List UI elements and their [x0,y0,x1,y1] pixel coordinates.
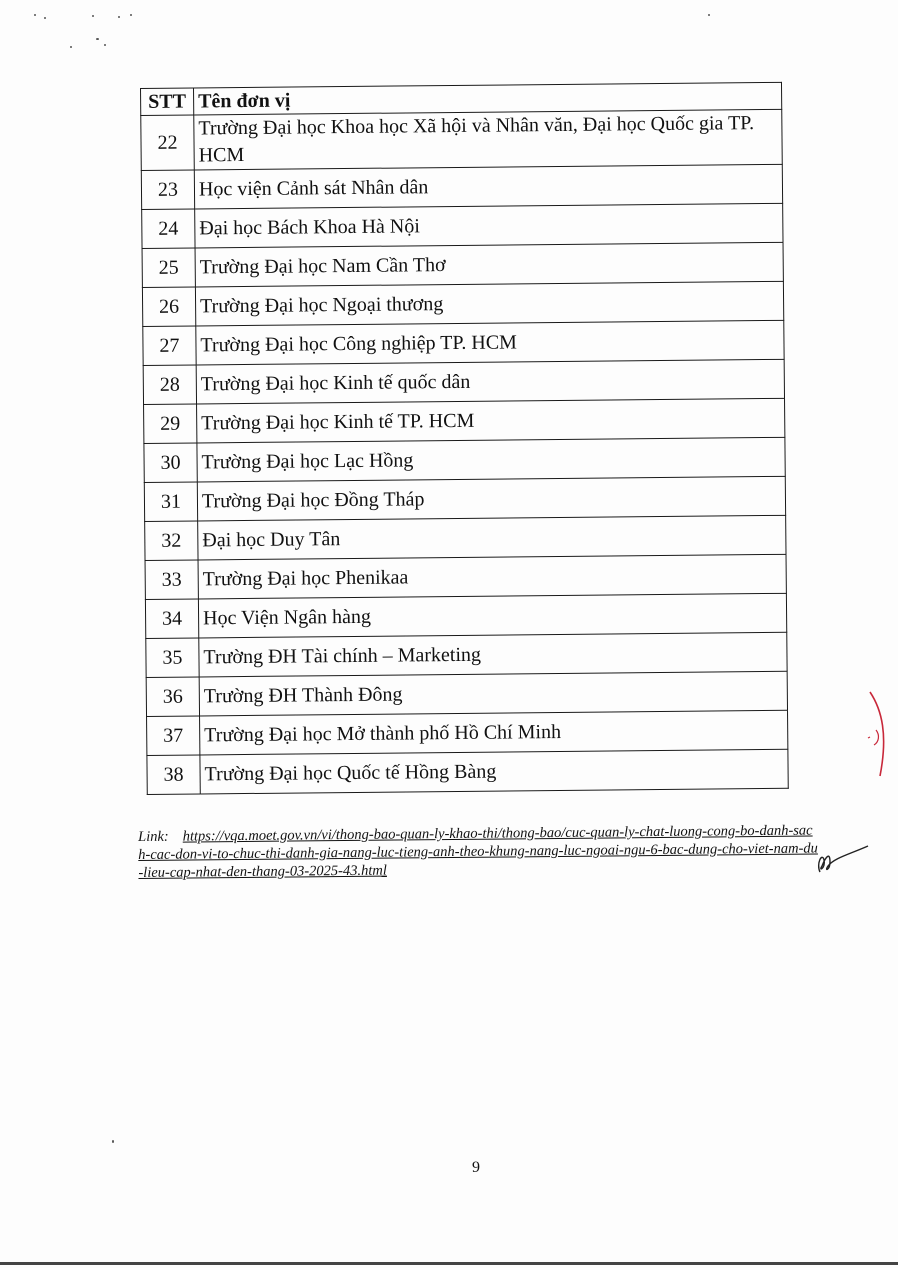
row-unit-name: Trường Đại học Lạc Hồng [197,437,785,482]
row-unit-name: Trường Đại học Mở thành phố Hồ Chí Minh [200,710,788,755]
row-stt: 26 [142,287,195,327]
row-stt: 32 [145,521,198,561]
row-unit-name: Trường Đại học Khoa học Xã hội và Nhân văn, Đại học Quốc gia TP. HCM [194,109,783,170]
row-stt: 36 [146,677,199,717]
row-stt: 35 [146,638,199,678]
row-unit-name: Trường Đại học Phenikaa [198,554,786,599]
page-number: 9 [472,1159,480,1176]
row-stt: 27 [143,326,196,366]
source-link-block [138,821,818,882]
scan-speck [112,1140,114,1143]
link-label: Link: [138,828,169,845]
table-row [144,398,785,443]
row-unit-name: Đại học Bách Khoa Hà Nội [195,203,783,248]
header-unit-name: Tên đơn vị [194,82,782,115]
table-row [142,281,783,326]
units-table [140,82,789,795]
scan-speck [70,46,72,48]
table-row [143,359,784,404]
table-row [146,671,787,716]
header-stt: STT [141,88,194,116]
scan-speck [708,14,710,16]
scan-speck [96,38,99,40]
stamp-mark [874,730,878,745]
stamp-mark [868,737,870,738]
source-link[interactable]: https://vqa.moet.gov.vn/vi/thong-bao-quan-ly-khao-thi/thong-bao/cuc-quan-ly-chat-luong-cong-bo-danh-sach-cac-don-vi-to-chuc-thi-danh-gia-nang-luc-tieng-anh-theo-khung-nang-luc-ngoai-ngu-6-bac-dung-cho-viet-nam-du-lieu-cap-nhat-den-thang-03-2025-43.html [138,822,818,881]
scan-speck [104,44,106,46]
scan-speck [44,17,46,19]
row-stt: 28 [143,365,196,405]
scan-speck [92,15,94,17]
red-stamp-edge-icon [862,690,892,780]
row-unit-name: Trường ĐH Thành Đông [199,671,787,716]
row-unit-name: Trường Đại học Kinh tế TP. HCM [197,398,785,443]
units-table-container [140,82,789,795]
row-unit-name: Trường Đại học Nam Cần Thơ [195,242,783,287]
row-unit-name: Trường Đại học Đồng Tháp [197,476,785,521]
table-row [147,749,788,794]
table-row [144,437,785,482]
row-stt: 29 [144,404,197,444]
row-stt: 37 [147,716,200,756]
row-stt: 24 [142,209,195,249]
table-row [141,109,782,170]
table-row [143,320,784,365]
scan-bottom-edge [0,1262,898,1265]
row-stt: 23 [141,170,194,210]
row-stt: 38 [147,755,200,795]
row-unit-name: Trường ĐH Tài chính – Marketing [199,632,787,677]
row-unit-name: Trường Đại học Công nghiệp TP. HCM [196,320,784,365]
stamp-arc [870,692,884,776]
handwritten-signature-icon [810,842,872,878]
table-row [146,632,787,677]
row-stt: 33 [145,560,198,600]
row-stt: 22 [141,115,195,171]
table-row [145,593,786,638]
row-unit-name: Học viện Cảnh sát Nhân dân [194,164,782,209]
table-row [145,515,786,560]
table-row [145,554,786,599]
table-row [141,164,782,209]
scan-speck [34,14,36,16]
table-row [144,476,785,521]
row-unit-name: Trường Đại học Quốc tế Hồng Bàng [200,749,788,794]
table-row [147,710,788,755]
scan-speck [118,16,120,18]
row-unit-name: Đại học Duy Tân [198,515,786,560]
signature-stroke [819,846,868,872]
table-row [142,242,783,287]
row-unit-name: Học Viện Ngân hàng [198,593,786,638]
row-stt: 30 [144,443,197,483]
table-row [142,203,783,248]
row-stt: 34 [145,599,198,639]
row-stt: 25 [142,248,195,288]
scan-speck [130,14,132,16]
row-unit-name: Trường Đại học Kinh tế quốc dân [196,359,784,404]
row-stt: 31 [144,482,197,522]
row-unit-name: Trường Đại học Ngoại thương [195,281,783,326]
